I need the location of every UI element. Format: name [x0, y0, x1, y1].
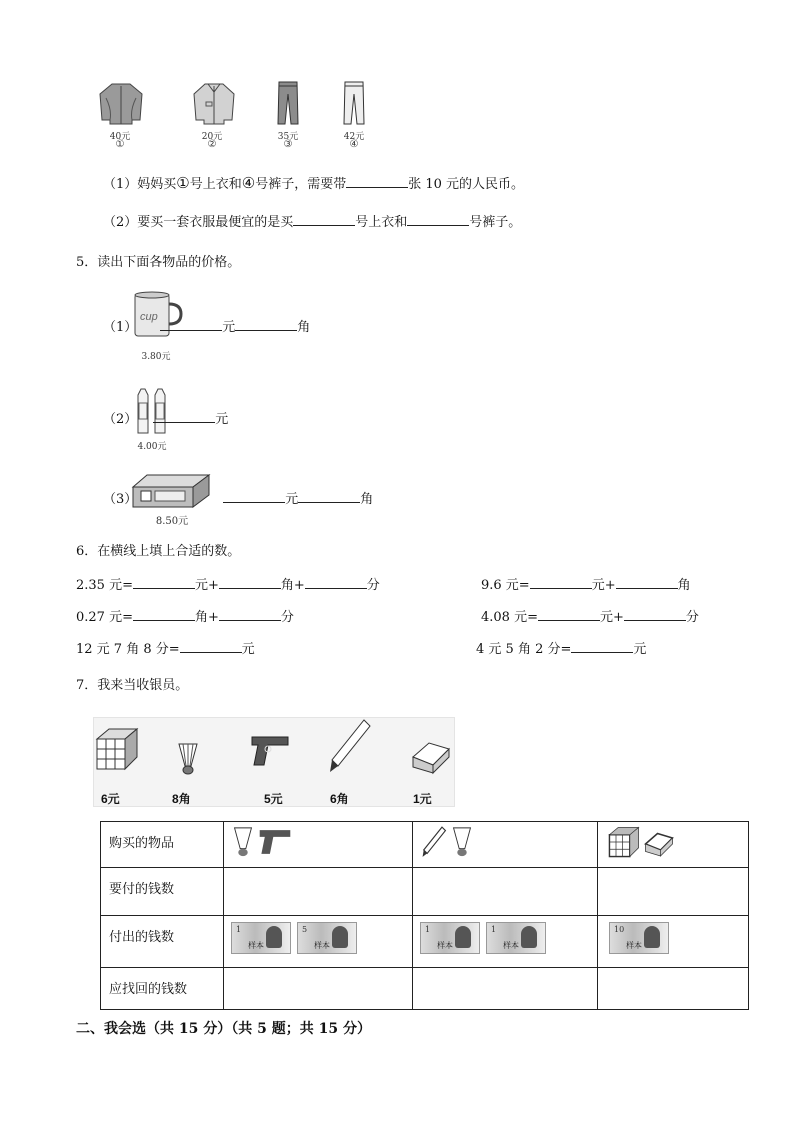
answer-blank[interactable] [153, 410, 215, 423]
clothes-question-1: （1）妈妈买①号上衣和④号裤子，需要带 张 10 元的人民币。 [103, 174, 525, 192]
jacket-1-image [98, 80, 144, 126]
answer-cell[interactable] [413, 968, 598, 1010]
price-caption: 4.00元 [137, 442, 167, 452]
answer-blank[interactable] [235, 318, 297, 331]
answer-blank[interactable] [616, 576, 678, 589]
answer-cell[interactable] [598, 868, 749, 916]
price-caption: 8.50元 [155, 516, 189, 527]
fill-row-2b: 4.08 元= 元+ 分 [481, 610, 699, 625]
answer-blank[interactable] [530, 576, 592, 589]
answer-blank[interactable] [407, 213, 469, 226]
fill-row-2a: 0.27 元= 角+ 分 [76, 610, 294, 625]
toy-gun-icon [258, 826, 292, 858]
banknote-1-yuan: 1 样本 [420, 922, 480, 954]
table-row [101, 868, 749, 916]
mug-question: （1） 元 角 [103, 320, 311, 335]
answer-blank[interactable] [180, 640, 242, 653]
answer-blank[interactable] [223, 490, 285, 503]
answer-blank[interactable] [133, 576, 195, 589]
table-row [101, 822, 749, 868]
banknote-5-yuan: 5 样本 [297, 922, 357, 954]
price-caption: 42元 [343, 132, 365, 142]
answer-cell[interactable] [224, 968, 413, 1010]
price-label: 1元 [413, 792, 432, 806]
cashier-table [100, 821, 749, 1010]
rubiks-cube-icon [95, 727, 139, 771]
price-label: 6角 [330, 792, 349, 806]
price-caption: 3.80元 [141, 352, 171, 362]
answer-blank[interactable] [624, 608, 686, 621]
row-label: 付出的钱数 [101, 916, 224, 968]
answer-cell[interactable] [413, 868, 598, 916]
banknote-1-yuan: 1 样本 [231, 922, 291, 954]
row-label: 要付的钱数 [101, 868, 224, 916]
pants-4-image [342, 80, 366, 126]
pants-3-image [276, 80, 300, 126]
clothes-question-2: （2）要买一套衣服最便宜的是买 号上衣和 号裤子。 [103, 215, 522, 230]
answer-blank[interactable] [133, 608, 195, 621]
price-caption: 20元 [201, 132, 223, 142]
fill-row-3b: 4 元 5 角 2 分= 元 [476, 642, 647, 657]
item-number: ④ [349, 139, 359, 150]
banknote-1-yuan: 1 样本 [486, 922, 546, 954]
price-caption: 35元 [277, 132, 299, 142]
question-5-title: 5．读出下面各物品的价格。 [76, 255, 241, 270]
price-label: 5元 [264, 792, 283, 806]
item-number: ① [115, 139, 125, 150]
answer-blank[interactable] [298, 490, 360, 503]
answer-blank[interactable] [219, 608, 281, 621]
shuttlecock-icon [232, 826, 254, 858]
banknote-10-yuan: 10 样本 [609, 922, 669, 954]
juice-question: （2） 元 [103, 412, 229, 427]
item-number: ② [207, 139, 217, 150]
answer-blank[interactable] [293, 213, 355, 226]
jacket-2-image [192, 80, 236, 126]
goods-cell [224, 822, 413, 868]
fill-row-1b: 9.6 元= 元+ 角 [481, 578, 691, 593]
shuttlecock-icon [177, 742, 199, 776]
fill-row-3a: 12 元 7 角 8 分= 元 [76, 642, 255, 657]
eraser-icon [644, 830, 674, 858]
svg-text:cup: cup [140, 311, 158, 323]
answer-blank[interactable] [538, 608, 600, 621]
banknote-cell [224, 916, 413, 968]
answer-blank[interactable] [571, 640, 633, 653]
biscuit-question: （3） 元 角 [103, 492, 374, 507]
shuttlecock-icon [451, 826, 473, 858]
toy-gun-icon [250, 733, 290, 769]
question-6-title: 6．在横线上填上合适的数。 [76, 544, 241, 559]
pencil-icon [328, 718, 372, 774]
table-row [101, 968, 749, 1010]
answer-blank[interactable] [160, 318, 222, 331]
answer-blank[interactable] [305, 576, 367, 589]
answer-blank[interactable] [346, 175, 408, 188]
rubiks-cube-icon [608, 826, 640, 858]
goods-cell [598, 822, 749, 868]
table-row [101, 916, 749, 968]
price-label: 8角 [172, 792, 191, 806]
banknote-cell [413, 916, 598, 968]
item-number: ③ [283, 139, 293, 150]
section-heading: 二、我会选（共 15 分）（共 5 题；共 15 分） [76, 1021, 371, 1037]
eraser-icon [411, 739, 451, 775]
banknote-cell [598, 916, 749, 968]
row-label: 购买的物品 [101, 822, 224, 868]
price-caption: 40元 [109, 132, 131, 142]
fill-row-1a: 2.35 元= 元+ 角+ 分 [76, 578, 380, 593]
price-label: 6元 [101, 792, 120, 806]
question-7-title: 7．我来当收银员。 [76, 678, 189, 693]
pencil-icon [421, 826, 447, 858]
row-label: 应找回的钱数 [101, 968, 224, 1010]
goods-cell [413, 822, 598, 868]
answer-cell[interactable] [598, 968, 749, 1010]
answer-blank[interactable] [219, 576, 281, 589]
answer-cell[interactable] [224, 868, 413, 916]
